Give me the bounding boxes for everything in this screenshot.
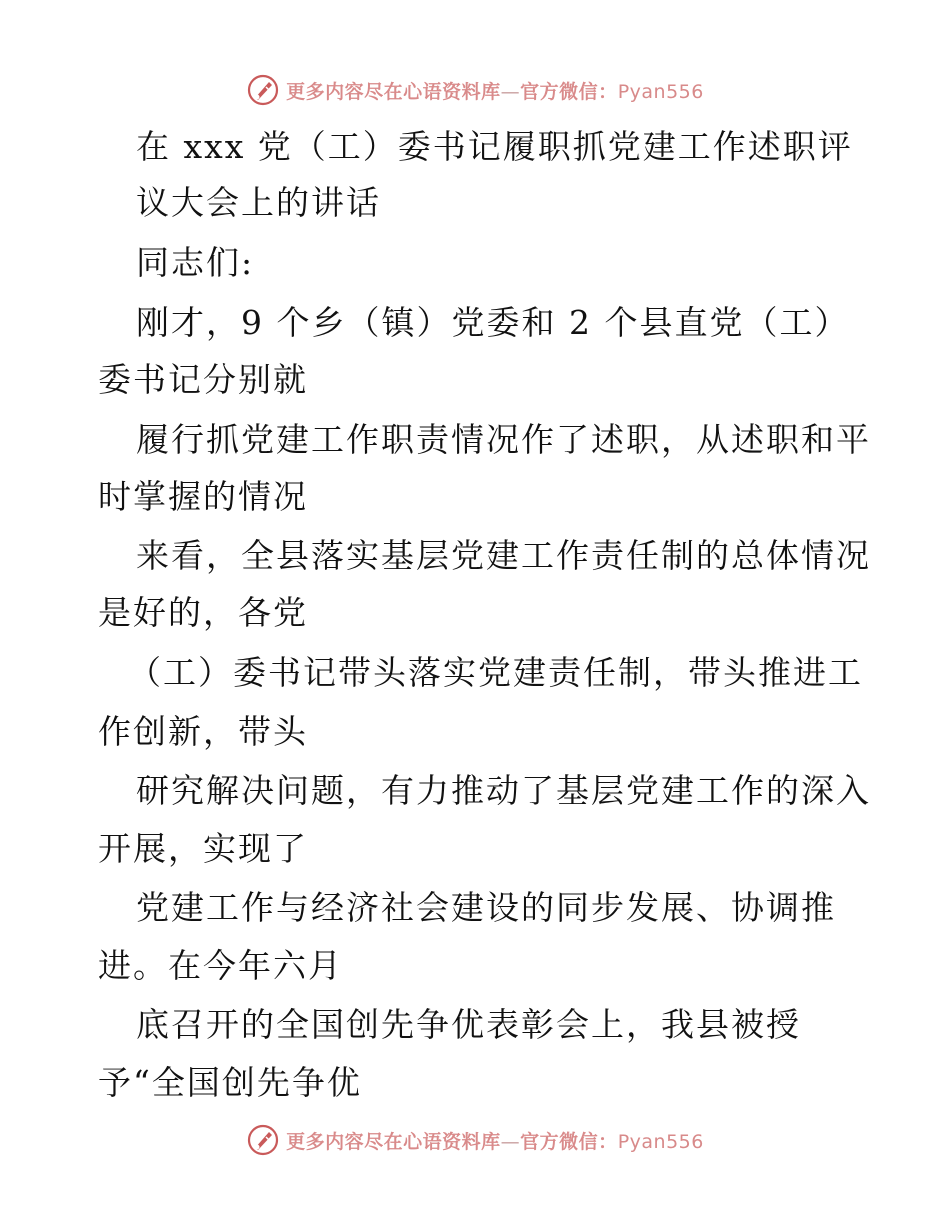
watermark-brand: 更多内容尽在心语资料库 xyxy=(286,80,501,103)
watermark-wechat-label: 官方微信： xyxy=(520,1130,618,1153)
text-line: （工）委书记带头落实党建责任制，带头推进工 xyxy=(128,653,863,692)
text-line: 同志们: xyxy=(136,243,255,282)
watermark-wechat-id: Pyan556 xyxy=(617,80,704,103)
text-line: 作创新，带头 xyxy=(98,712,308,751)
text-line: 在 xxx 党（工）委书记履职抓党建工作述职评 xyxy=(136,127,853,166)
text-line: 是好的，各党 xyxy=(98,593,308,632)
text-line: 履行抓党建工作职责情况作了述职，从述职和平 xyxy=(136,420,871,459)
text-line: 进。在今年六月 xyxy=(98,946,343,985)
text-line: 时掌握的情况 xyxy=(98,477,308,516)
text-line: 予“全国创先争优 xyxy=(98,1063,362,1102)
text-line: 刚才，9 个乡（镇）党委和 2 个县直党（工） xyxy=(136,303,850,342)
text-line: 议大会上的讲话 xyxy=(136,183,381,222)
footer-watermark xyxy=(0,1120,950,1160)
text-line: 开展，实现了 xyxy=(98,829,308,868)
watermark-wechat-label: 官方微信： xyxy=(520,80,618,103)
text-line: 研究解决问题，有力推动了基层党建工作的深入 xyxy=(136,771,871,810)
text-line: 来看，全县落实基层党建工作责任制的总体情况 xyxy=(136,536,871,575)
quill-pen-circle-icon xyxy=(246,1123,280,1157)
text-line: 底召开的全国创先争优表彰会上，我县被授 xyxy=(136,1005,801,1044)
text-line: 委书记分别就 xyxy=(98,360,308,399)
watermark-brand: 更多内容尽在心语资料库 xyxy=(286,1130,501,1153)
text-line: 党建工作与经济社会建设的同步发展、协调推 xyxy=(136,888,836,927)
watermark-wechat-id: Pyan556 xyxy=(617,1130,704,1153)
watermark-separator: — xyxy=(500,80,521,103)
watermark-separator: — xyxy=(500,1130,521,1153)
watermark-text xyxy=(286,1127,704,1154)
